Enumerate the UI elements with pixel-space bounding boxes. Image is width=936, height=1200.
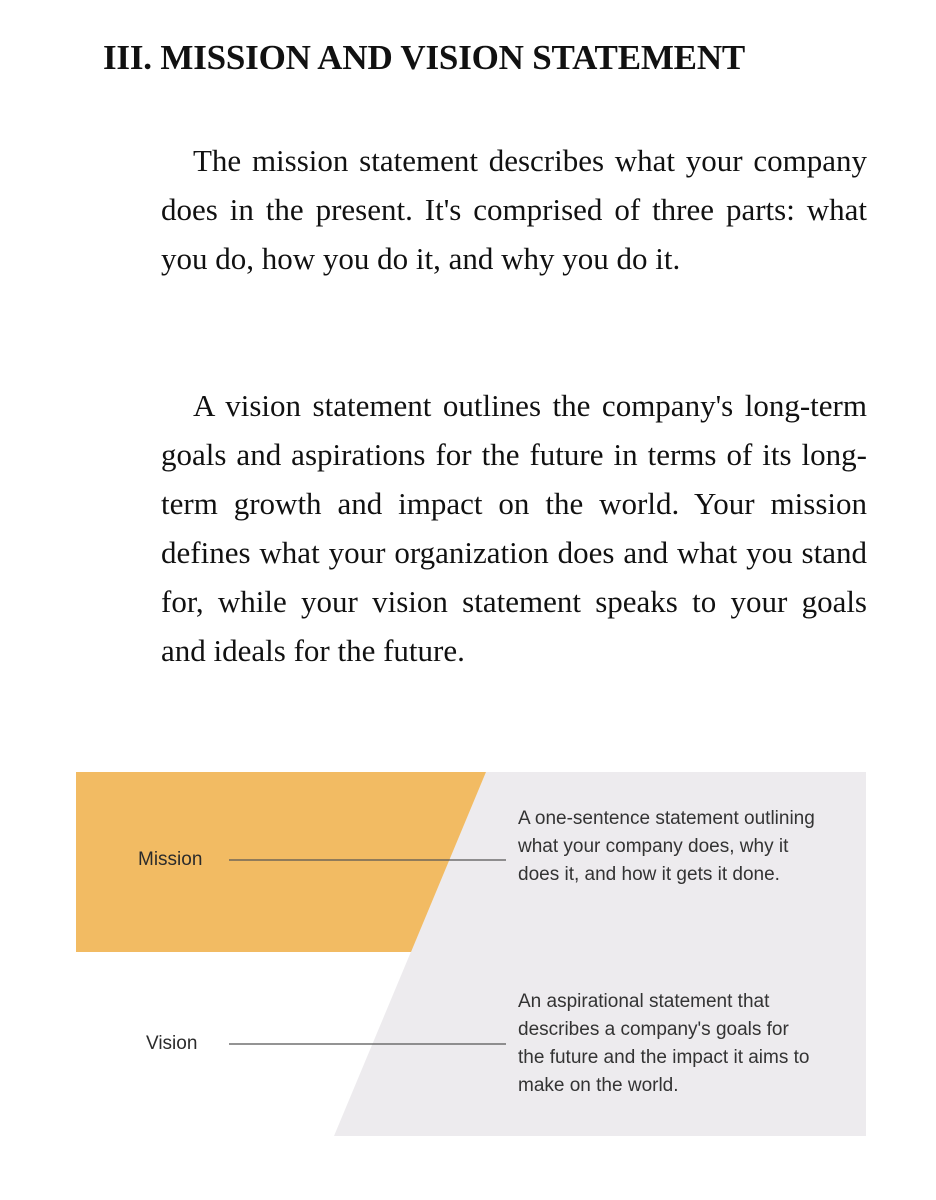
mission-vision-diagram [76, 772, 866, 1136]
vision-label: Vision [146, 1033, 198, 1054]
mission-paragraph: The mission statement describes what your company does in the present. It's comprised of three parts: what you do, how you do it, and why you do it. [161, 143, 867, 276]
vision-paragraph: A vision statement outlines the company's long-term goals and aspirations for the future in terms of its long-term growth and impact on the world. Your mission defines what your organization does and what you stand for, while your vision statement speaks to your goals and ideals for the future. [161, 388, 867, 668]
vision-description: An aspirational statement that describes a company's goals for the future and the impact it aims to make on the world. [518, 991, 810, 1096]
section-heading: III. MISSION AND VISION STATEMENT [103, 38, 746, 77]
mission-label: Mission [138, 849, 203, 870]
mission-description: A one-sentence statement outlining what your company does, why it does it, and how it gets it done. [518, 808, 815, 885]
